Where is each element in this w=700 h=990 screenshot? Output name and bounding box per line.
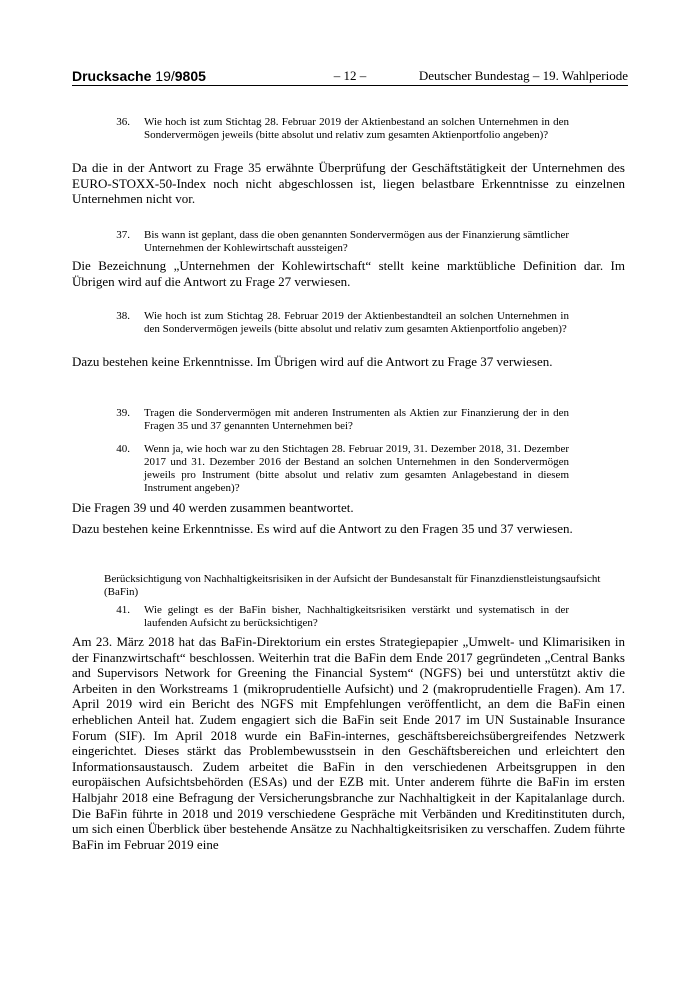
section-heading: Berücksichtigung von Nachhaltigkeitsrisiken in der Aufsicht der Bundesanstalt für Finanzdienstleistungsaufsicht (BaFin) — [104, 573, 601, 598]
drucksache-number-bold: 9805 — [174, 68, 206, 84]
parliament-title: Deutscher Bundestag – 19. Wahlperiode — [418, 68, 628, 83]
question-number: 37. — [116, 229, 130, 241]
question-text: Wie hoch ist zum Stichtag 28. Februar 2019 der Aktienbestand an solchen Unternehmen in den Sondervermögen jeweils (bitte absolut und relativ zum gesamten Aktienportfolio angeben)? — [144, 116, 569, 141]
page-header — [72, 68, 628, 86]
answer-36: Da die in der Antwort zu Frage 35 erwähnte Überprüfung der Geschäftstätigkeit der Unternehmen des EURO-STOXX-50-Index noch nicht abgeschlossen ist, liegen belastbare Erkenntnisse zu einzelnen Unternehmen nicht vor. — [72, 160, 625, 207]
answer-38: Dazu bestehen keine Erkenntnisse. Im Übrigen wird auf die Antwort zu Frage 37 verwiesen. — [72, 354, 553, 369]
drucksache-id — [72, 68, 206, 84]
question-text: Wenn ja, wie hoch war zu den Stichtagen 28. Februar 2019, 31. Dezember 2018, 31. Dezember 2017 und 31. Dezember 2016 der Bestand an solchen Unternehmen in den Sondervermögen jeweils pro Instrument (bitte absolut und relativ zum gesamten Anlagebestand in diesem Instrument angeben)? — [144, 443, 569, 494]
header-rule — [72, 85, 628, 86]
question-text: Tragen die Sondervermögen mit anderen Instrumenten als Aktien zur Finanzierung der in den Fragen 35 und 37 genannten Unternehmen bei? — [144, 407, 569, 432]
drucksache-label: Drucksache — [72, 68, 152, 84]
question-text: Wie hoch ist zum Stichtag 28. Februar 2019 der Aktienbestandteil an solchen Unternehmen in den Sondervermögen jeweils (bitte absolut und relativ zum gesamten Aktienportfolio angeben)? — [144, 310, 569, 335]
question-number: 38. — [116, 310, 130, 322]
question-number: 36. — [116, 116, 130, 128]
answer-37: Die Bezeichnung „Unternehmen der Kohlewirtschaft“ stellt keine marktübliche Definition dar. Im Übrigen wird auf die Antwort zu Frage 27 verwiesen. — [72, 258, 625, 289]
answer-39-40-intro: Die Fragen 39 und 40 werden zusammen beantwortet. — [72, 500, 354, 515]
question-number: 40. — [116, 443, 130, 455]
answer-41: Am 23. März 2018 hat das BaFin-Direktorium ein erstes Strategiepapier „Umwelt- und Klimarisiken in der Finanzwirtschaft“ beschlossen. Weiterhin trat die BaFin dem Ende 2017 gegründeten „Central Banks and Supervisors Network for Greening the Financial System“ (NGFS) bei und unterstützt aktiv die Arbeiten in den Workstreams 1 (mikroprudentielle Aufsicht) und 2 (makroprudentielle Fragen). Am 17. April 2019 wird ein Bericht des NGFS mit Empfehlungen veröffentlicht, an dem die BaFin einen erheblichen Anteil hat. Zudem engagiert sich die BaFin seit Ende 2017 im UN Sustainable Insurance Forum (SIF). Im April 2018 wurde ein BaFin-internes, geschäftsbereichsübergreifendes Netzwerk eingerichtet. Dieses stärkt das Problembewusstsein in den Geschäftsbereichen und erleichtert den Informationsaustausch. Zudem arbeitet die BaFin in den verschiedenen Arbeitsgruppen in den europäischen Aufsichtsbehörden (ESAs) und der EZB mit. Unter anderem führte die BaFin im ersten Halbjahr 2018 eine Befragung der Versicherungsbranche zur Nachhaltigkeit in der Kapitalanlage durch. Die BaFin führte in 2018 und 2019 verschiedene Gespräche mit Verbänden und Kreditinstituten durch, um sich einen Überblick über bestehende Ansätze zu Nachhaltigkeitsrisiken zu verschaffen. Zudem führte BaFin im Februar 2019 eine — [72, 634, 625, 852]
drucksache-number: 19/ — [155, 68, 175, 84]
question-text: Bis wann ist geplant, dass die oben genannten Sondervermögen aus der Finanzierung sämtlicher Unternehmen der Kohlewirtschaft aussteigen? — [144, 229, 569, 254]
question-text: Wie gelingt es der BaFin bisher, Nachhaltigkeitsrisiken verstärkt und systematisch in der laufenden Aufsicht zu berücksichtigen? — [144, 604, 569, 629]
page-number: – 12 – — [333, 68, 367, 83]
question-number: 41. — [116, 604, 130, 616]
question-number: 39. — [116, 407, 130, 419]
answer-39-40: Dazu bestehen keine Erkenntnisse. Es wird auf die Antwort zu den Fragen 35 und 37 verwiesen. — [72, 521, 573, 536]
